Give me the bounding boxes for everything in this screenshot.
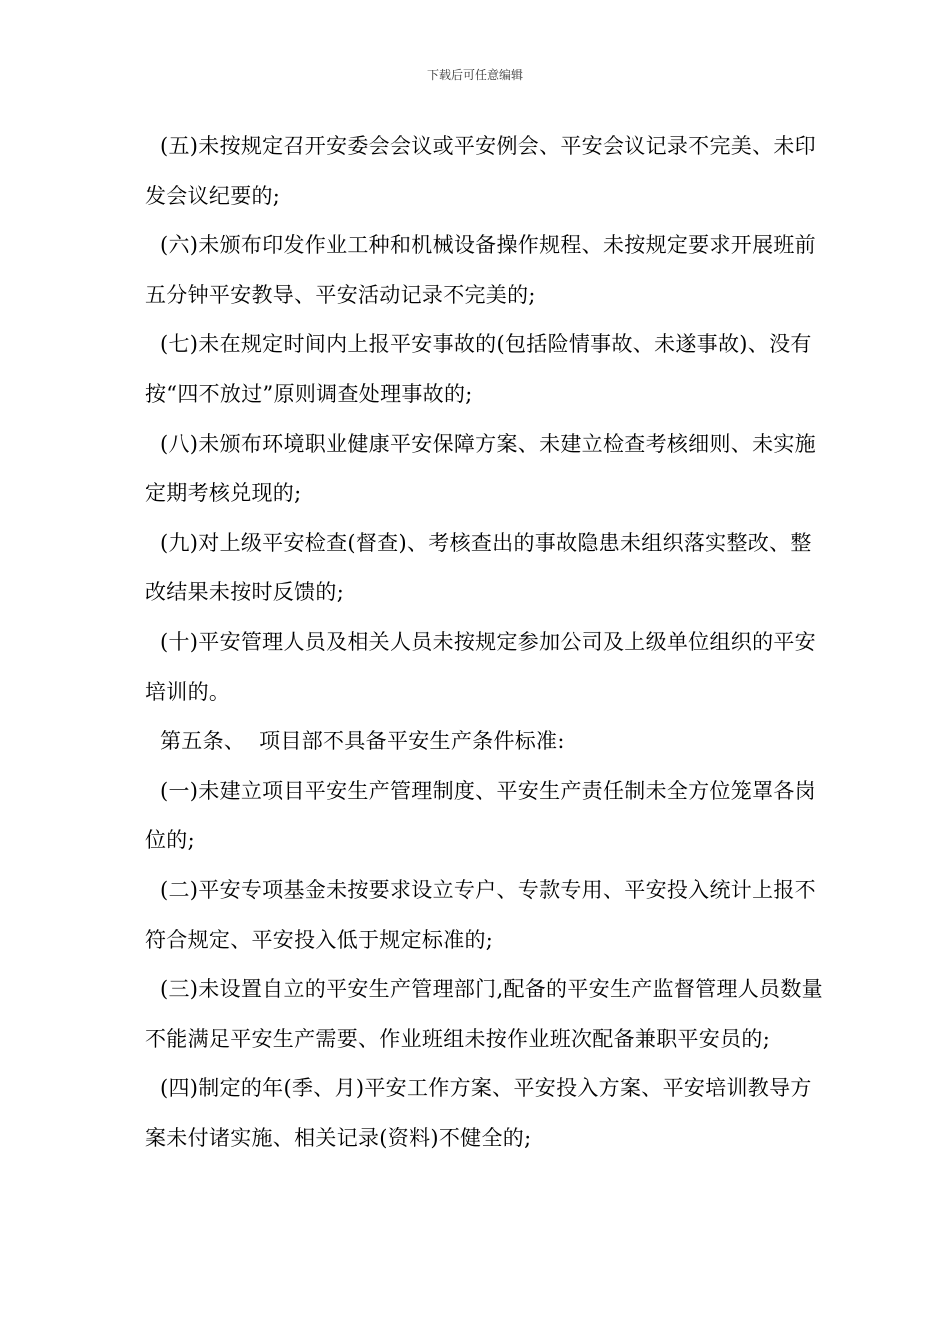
document-body [145,122,825,1163]
paragraph-item-2: (二)平安专项基金未按要求设立专户、专款专用、平安投入统计上报不符合规定、平安投入低于规定标准的; [145,877,816,952]
paragraph-item-5: (五)未按规定召开安委会会议或平安例会、平安会议记录不完美、未印发会议纪要的; [145,134,816,208]
paragraph-item-9: (九)对上级平安检查(督查)、考核查出的事故隐患未组织落实整改、整改结果未按时反馈的; [145,530,812,605]
paragraph-item-7: (七)未在规定时间内上报平安事故的(包括险情事故、未遂事故)、没有按“四不放过”原则调查处理事故的; [145,332,812,406]
paragraph-item-10: (十)平安管理人员及相关人员未按规定参加公司及上级单位组织的平安培训的。 [145,629,816,704]
paragraph-item-3: (三)未设置自立的平安生产管理部门,配备的平安生产监督管理人员数量不能满足平安生产需要、作业班组未按作业班次配备兼职平安员的; [145,977,823,1051]
paragraph-item-4: (四)制定的年(季、月)平安工作方案、平安投入方案、平安培训教导方案未付诸实施、相关记录(资料)不健全的; [145,1076,812,1150]
header-note: 下载后可任意编辑 [426,68,523,82]
paragraph-item-6: (六)未颁布印发作业工种和机械设备操作规程、未按规定要求开展班前五分钟平安教导、平安活动记录不完美的; [145,233,816,307]
paragraph-item-1: (一)未建立项目平安生产管理制度、平安生产责任制未全方位笼罩各岗位的; [145,778,816,853]
article-heading: 第五条、 项目部不具备平安生产条件标准: [160,729,565,754]
paragraph-item-8: (八)未颁布环境职业健康平安保障方案、未建立检查考核细则、未实施定期考核兑现的; [145,431,816,506]
